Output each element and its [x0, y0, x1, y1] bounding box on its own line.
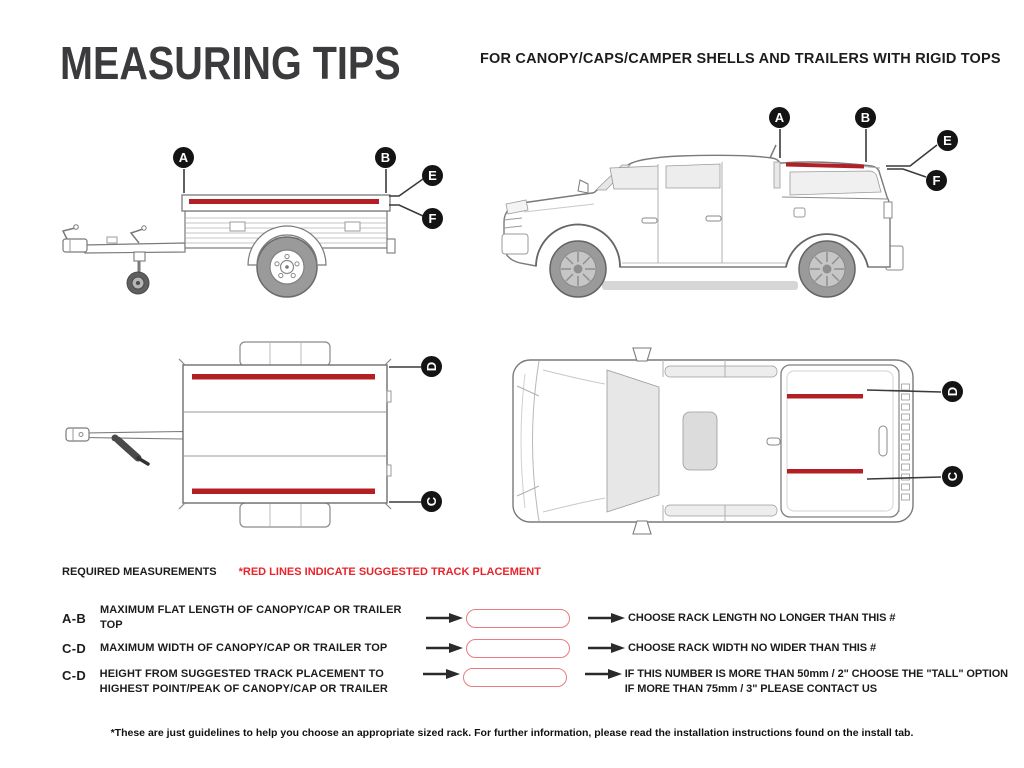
track-placement-line [787, 394, 863, 399]
track-placement-line [192, 489, 375, 495]
marker-a-badge [769, 107, 790, 128]
row-label: C-D [62, 668, 87, 683]
track-placement-line [189, 199, 379, 204]
trailer-side-view-diagram [55, 115, 445, 310]
row-result: CHOOSE RACK WIDTH NO WIDER THAN THIS # [628, 641, 876, 654]
marker-b-label: B [380, 150, 391, 165]
marker-c-label: C [944, 471, 960, 482]
measurement-row-cd-width [62, 633, 1008, 663]
measurement-rows [62, 603, 1008, 697]
footnote: *These are just guidelines to help you choose an appropriate sized rack. For further information, please read the installation instructions found on the install tab. [110, 727, 914, 739]
marker-f-label: F [428, 211, 437, 226]
marker-b-badge [855, 107, 876, 128]
legend [62, 566, 541, 578]
row-result-group [625, 667, 1008, 697]
marker-a-badge [173, 147, 194, 168]
arrow-right-icon [581, 668, 625, 680]
marker-d-label: D [423, 361, 439, 372]
marker-a-label: A [178, 150, 189, 165]
page-title: MEASURING TIPS [60, 37, 401, 89]
measurement-row-cd-height [62, 667, 1008, 697]
marker-e-label: E [428, 168, 437, 183]
marker-c-badge [942, 466, 963, 487]
arrow-right-icon [422, 612, 466, 624]
arrow-right-icon [422, 642, 466, 654]
row-description: MAXIMUM WIDTH OF CANOPY/CAP OR TRAILER TOP [100, 641, 388, 654]
row-description: MAXIMUM FLAT LENGTH OF CANOPY/CAP OR TRAILER TOP [100, 604, 402, 631]
track-placement-line [192, 374, 375, 380]
marker-e-label: E [943, 133, 952, 148]
measurement-entry-box [466, 639, 570, 658]
marker-f-label: F [932, 173, 941, 188]
marker-d-label: D [944, 386, 960, 397]
marker-d-badge [942, 381, 963, 402]
arrow-right-icon [584, 642, 628, 654]
row-result: IF THIS NUMBER IS MORE THAN 50mm / 2" CHOOSE THE "TALL" OPTION [624, 668, 1008, 680]
marker-b-badge [375, 147, 396, 168]
row-label: A-B [62, 610, 87, 626]
red-lines-note: *RED LINES INDICATE SUGGESTED TRACK PLACEMENT [238, 566, 541, 578]
track-placement-line [787, 469, 863, 474]
truck-side-view-diagram [490, 100, 1000, 315]
row-label: C-D [62, 640, 87, 656]
row-result-line2: IF MORE THAN 75mm / 3" PLEASE CONTACT US [624, 683, 877, 695]
marker-b-label: B [860, 110, 871, 125]
row-result: CHOOSE RACK LENGTH NO LONGER THAN THIS # [628, 611, 896, 624]
marker-c-badge [421, 491, 442, 512]
arrow-right-icon [419, 668, 463, 680]
page-subtitle: FOR CANOPY/CAPS/CAMPER SHELLS AND TRAILERS WITH RIGID TOPS [480, 51, 1001, 67]
measurement-row-ab [62, 603, 1008, 633]
measurement-entry-box [463, 668, 567, 687]
marker-e-badge [937, 130, 958, 151]
arrow-right-icon [584, 612, 628, 624]
truck-top-view-diagram [495, 340, 1005, 545]
marker-e-badge [422, 165, 443, 186]
required-measurements-label: REQUIRED MEASUREMENTS [62, 566, 217, 578]
marker-f-badge [926, 170, 947, 191]
measurement-entry-box [466, 609, 570, 628]
track-placement-line [786, 165, 864, 167]
marker-a-label: A [774, 110, 785, 125]
row-description: HEIGHT FROM SUGGESTED TRACK PLACEMENT TO HIGHEST POINT/PEAK OF CANOPY/CAP OR TRAILER [99, 668, 388, 695]
marker-d-badge [421, 356, 442, 377]
marker-f-badge [422, 208, 443, 229]
trailer-top-view-diagram [55, 335, 455, 545]
marker-c-label: C [423, 496, 439, 507]
